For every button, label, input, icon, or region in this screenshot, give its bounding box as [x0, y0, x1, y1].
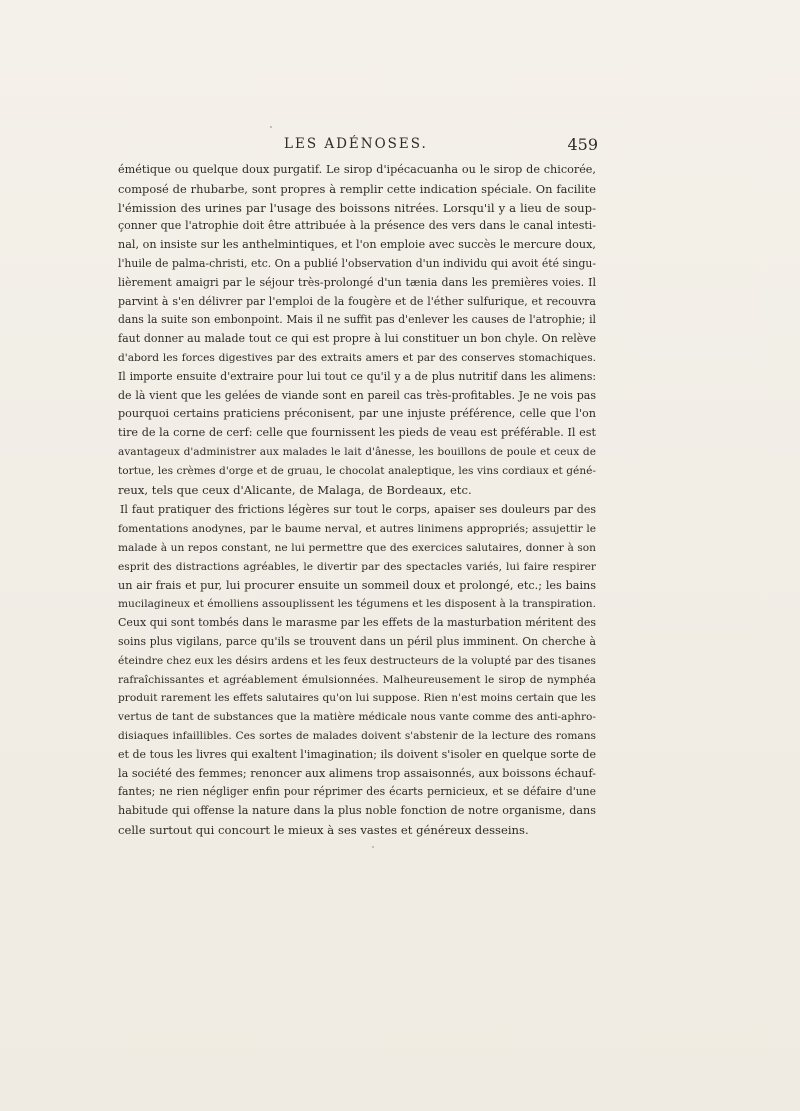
text-line: un air frais et pur, lui procurer ensuite un sommeil doux et prolongé, etc.; les bains — [118, 578, 596, 592]
body-text — [118, 161, 596, 840]
text-line: nal, on insiste sur les anthelmintiques, et l'on emploie avec succès le mercure doux, — [118, 238, 596, 252]
text-line: produit rarement les effets salutaires qu'on lui suppose. Rien n'est moins certain que les — [118, 692, 596, 705]
page-header — [118, 136, 598, 158]
text-line: Ceux qui sont tombés dans le marasme par les effets de la masturbation méritent des — [118, 616, 596, 630]
text-line: celle surtout qui concourt le mieux à ses vastes et généreux desseins. — [118, 822, 529, 837]
text-line: tortue, les crèmes d'orge et de gruau, le chocolat analeptique, les vins cordiaux et géné- — [118, 464, 596, 477]
text-line: éteindre chez eux les désirs ardens et les feux destructeurs de la volupté par des tisanes — [118, 654, 596, 667]
paragraph — [118, 161, 596, 499]
text-line: la société des femmes; renoncer aux alimens trop assaisonnés, aux boissons échauf- — [118, 766, 596, 780]
text-line: avantageux d'administrer aux malades le lait d'ânesse, les bouillons de poule et ceux de — [118, 445, 596, 458]
text-line: l'émission des urines par l'usage des boissons nitrées. Lorsqu'il y a lieu de soup- — [118, 200, 596, 215]
text-line: habitude qui offense la nature dans la plus noble fonction de notre organisme, dans — [118, 804, 596, 818]
text-line: d'abord les forces digestives par des extraits amers et par des conserves stomachiques. — [118, 351, 596, 364]
text-line: composé de rhubarbe, sont propres à remplir cette indication spéciale. On facilite — [118, 181, 596, 196]
text-line: pourquoi certains praticiens préconisent, par une injuste préférence, celle que l'on — [118, 407, 596, 421]
paper-speck — [270, 126, 272, 128]
text-line: dans la suite son embonpoint. Mais il ne suffit pas d'enlever les causes de l'atrophie; il — [118, 313, 596, 327]
text-line: et de tous les livres qui exaltent l'imagination; ils doivent s'isoler en quelque sorte de — [118, 747, 596, 761]
text-line: malade à un repos constant, ne lui permettre que des exercices salutaires, donner à son — [118, 541, 596, 554]
text-line: fantes; ne rien négliger enfin pour réprimer des écarts pernicieux, et se défaire d'une — [118, 785, 596, 799]
page-number: 459 — [567, 135, 598, 154]
text-line: tire de la corne de cerf: celle que fournissent les pieds de veau est préférable. Il est — [118, 426, 596, 440]
paper-speck — [372, 846, 374, 848]
text-line: lièrement amaigri par le séjour très-prolongé d'un tænia dans les premières voies. Il — [118, 275, 596, 289]
text-line: Il faut pratiquer des frictions légères sur tout le corps, apaiser ses douleurs par des — [120, 503, 596, 517]
text-line: faut donner au malade tout ce qui est propre à lui constituer un bon chyle. On relève — [118, 332, 596, 346]
text-line: rafraîchissantes et agréablement émulsionnées. Malheureusement le sirop de nymphéa — [118, 673, 596, 686]
text-line: reux, tels que ceux d'Alicante, de Malaga, de Bordeaux, etc. — [118, 482, 472, 497]
text-line: l'huile de palma-christi, etc. On a publié l'observation d'un individu qui avoit été singu- — [118, 256, 596, 270]
running-title: LES ADÉNOSES. — [284, 136, 428, 152]
text-line: soins plus vigilans, parce qu'ils se trouvent dans un péril plus imminent. On cherche à — [118, 634, 596, 648]
text-line: mucilagineux et émolliens assouplissent les tégumens et les disposent à la transpiration. — [118, 598, 596, 611]
text-line: esprit des distractions agréables, le divertir par des spectacles variés, lui faire respirer — [118, 560, 596, 573]
text-line: disiaques infaillibles. Ces sortes de malades doivent s'abstenir de la lecture des romans — [118, 729, 596, 742]
text-line: fomentations anodynes, par le baume nerval, et autres linimens appropriés; assujettir le — [118, 523, 596, 536]
text-line: Il importe ensuite d'extraire pour lui tout ce qu'il y a de plus nutritif dans les alimens: — [118, 369, 596, 383]
text-line: de là vient que les gelées de viande sont en pareil cas très-profitables. Je ne vois pas — [118, 388, 596, 402]
text-line: çonner que l'atrophie doit être attribuée à la présence des vers dans le canal intesti- — [118, 219, 596, 233]
text-line: vertus de tant de substances que la matière médicale nous vante comme des anti-aphro- — [118, 711, 596, 724]
text-line: émétique ou quelque doux purgatif. Le sirop d'ipécacuanha ou le sirop de chicorée, — [118, 163, 596, 176]
paragraph — [118, 501, 596, 839]
text-line: parvint à s'en délivrer par l'emploi de la fougère et de l'éther sulfurique, et recouvra — [118, 294, 596, 308]
